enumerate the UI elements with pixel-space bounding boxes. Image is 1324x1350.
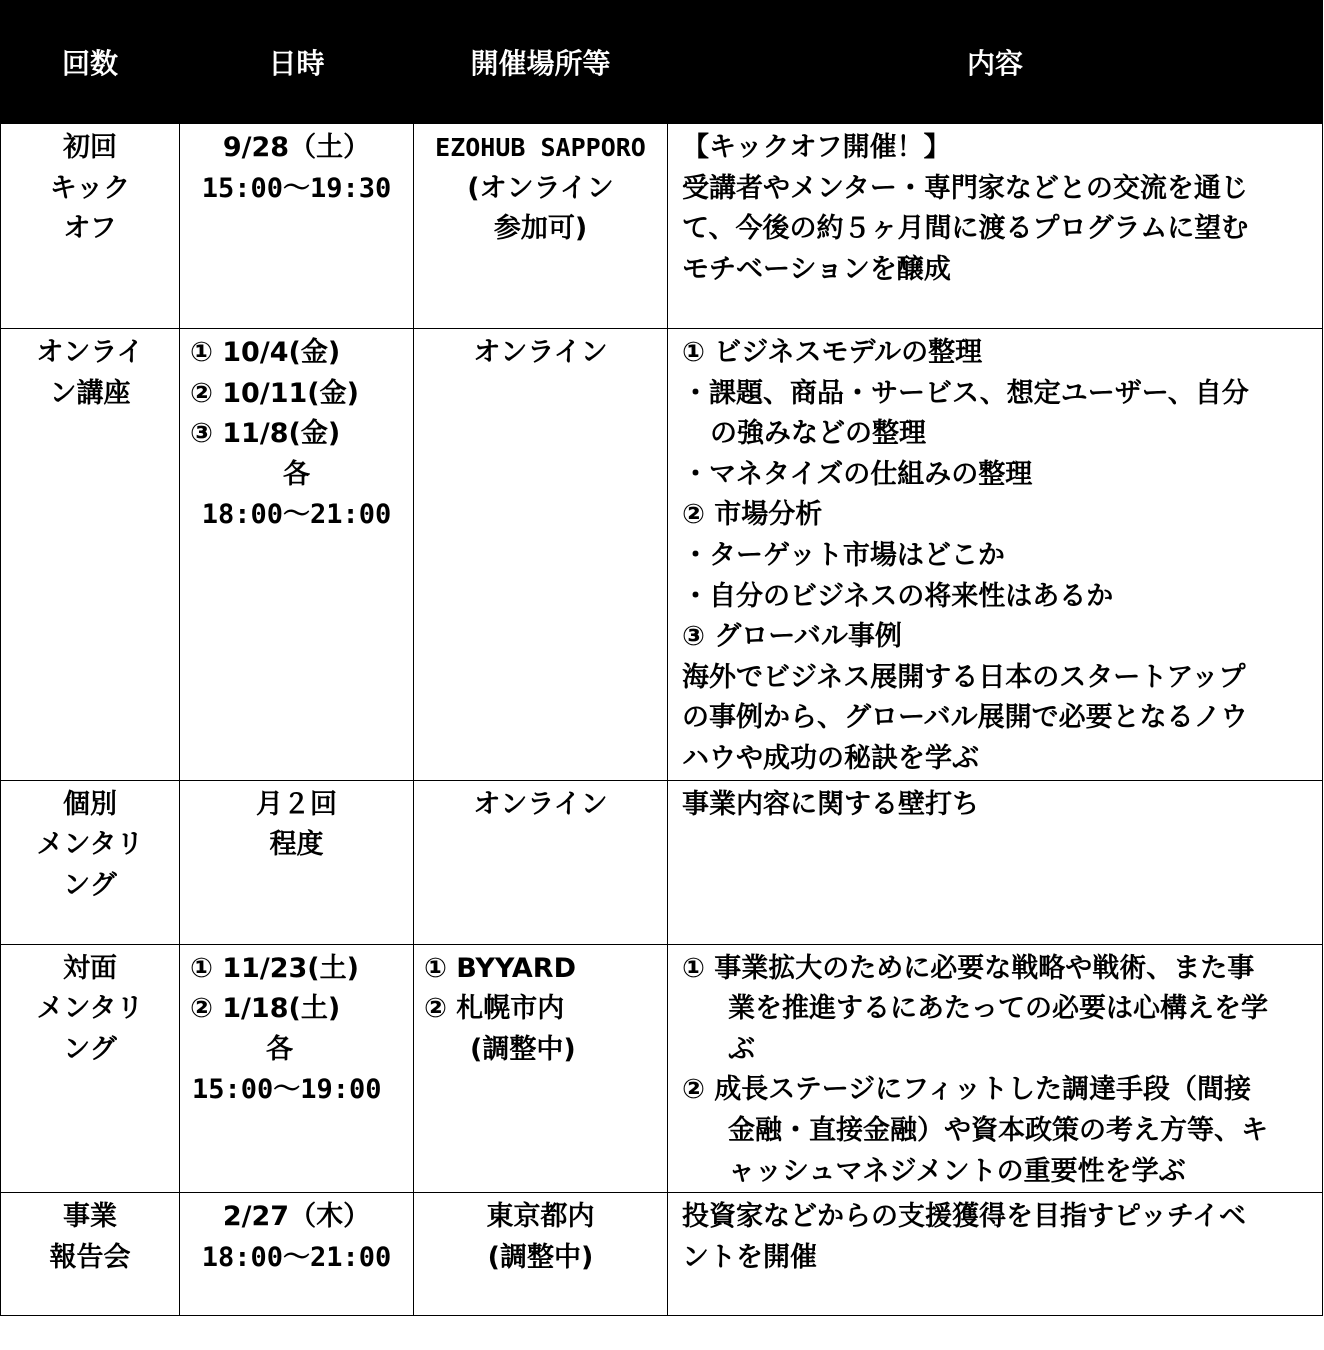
datetime-line: 9/28（土）: [222, 132, 371, 163]
cell-venue: [414, 944, 668, 1193]
cell-venue: [414, 124, 668, 329]
table-row-online-course: [1, 329, 1323, 781]
content-line: ・課題、商品・サービス、想定ユーザー、自分: [682, 377, 1249, 409]
datetime-line: 15:00～19:30: [201, 172, 392, 204]
datetime-line: ② 10/11(金): [190, 377, 359, 409]
round-line: 対面: [63, 952, 117, 984]
datetime-line: 2/27（木）: [222, 1201, 371, 1233]
header-venue: 開催場所等: [414, 1, 668, 124]
cell-round: [1, 780, 180, 944]
table-row-report-meeting: [1, 1193, 1323, 1316]
cell-round: [1, 944, 180, 1193]
content-line: 【キックオフ開催！】: [682, 132, 951, 163]
venue-line: オンライン: [473, 788, 608, 820]
content-line: ャッシュマネジメントの重要性を学ぶ: [728, 1155, 1186, 1187]
content-line: て、今後の約５ヶ月間に渡るプログラムに望む: [682, 213, 1249, 245]
header-datetime: 日時: [180, 1, 414, 124]
datetime-line: 程度: [269, 829, 324, 861]
cell-datetime: [180, 780, 414, 944]
venue-line: (調整中): [470, 1033, 576, 1065]
round-line: 個別: [63, 788, 117, 820]
content-line: ② 成長ステージにフィットした調達手段（間接: [682, 1074, 1252, 1106]
cell-content: [668, 329, 1323, 781]
datetime-line: 月２回: [256, 788, 337, 820]
venue-line: ② 札幌市内: [424, 993, 565, 1025]
round-line: 事業: [63, 1201, 117, 1233]
round-line: ング: [63, 1033, 117, 1065]
table-row-individual-mentoring: [1, 780, 1323, 944]
datetime-line: 18:00～21:00: [201, 499, 392, 531]
cell-venue: [414, 1193, 668, 1316]
content-line: ① ビジネスモデルの整理: [682, 337, 983, 368]
content-line: ぶ: [728, 1033, 755, 1065]
datetime-line: ② 1/18(土): [190, 993, 341, 1025]
content-line: ・ターゲット市場はどこか: [682, 539, 1005, 571]
content-line: ① 事業拡大のために必要な戦略や戦術、また事: [682, 952, 1255, 984]
content-line: ② 市場分析: [682, 499, 823, 531]
content-line: の事例から、グローバル展開で必要となるノウ: [682, 702, 1248, 734]
cell-content: [668, 124, 1323, 329]
datetime-line: ③ 11/8(金): [190, 418, 341, 450]
cell-datetime: [180, 1193, 414, 1316]
datetime-line: ① 10/4(金): [190, 337, 341, 368]
content-line: 業を推進するにあたっての必要は心構えを学: [728, 993, 1268, 1025]
content-line: 事業内容に関する壁打ち: [682, 788, 979, 820]
datetime-line: ① 11/23(土): [190, 952, 359, 984]
content-line: の強みなどの整理: [710, 418, 926, 450]
cell-datetime: [180, 329, 414, 781]
venue-line: (調整中): [487, 1241, 594, 1273]
datetime-line: 各: [283, 458, 310, 490]
content-line: 投資家などからの支援獲得を目指すピッチイベ: [682, 1201, 1247, 1233]
cell-datetime: [180, 124, 414, 329]
content-line: ハウや成功の秘訣を学ぶ: [682, 742, 979, 774]
datetime-line: 18:00～21:00: [201, 1241, 392, 1273]
venue-line: オンライン: [473, 337, 608, 368]
content-line: 金融・直接金融）や資本政策の考え方等、キ: [728, 1114, 1268, 1146]
round-line: オフ: [63, 213, 117, 245]
venue-line: EZOHUB SAPPORO: [435, 133, 646, 162]
venue-line: (オンライン: [467, 172, 614, 204]
cell-content: [668, 780, 1323, 944]
round-line: ン講座: [49, 377, 131, 409]
header-content: 内容: [668, 1, 1323, 124]
cell-content: [668, 1193, 1323, 1316]
content-line: 受講者やメンター・専門家などとの交流を通じ: [682, 172, 1248, 204]
round-line: メンタリ: [36, 829, 144, 861]
cell-round: [1, 329, 180, 781]
content-line: ントを開催: [682, 1241, 817, 1273]
cell-datetime: [180, 944, 414, 1193]
content-line: ・マネタイズの仕組みの整理: [682, 458, 1033, 490]
cell-round: [1, 1193, 180, 1316]
cell-venue: [414, 780, 668, 944]
round-line: オンライ: [36, 337, 144, 368]
round-line: ング: [63, 869, 117, 901]
venue-line: ① BYYARD: [424, 952, 576, 984]
content-line: 海外でビジネス展開する日本のスタートアップ: [682, 661, 1246, 693]
header-row: [1, 1, 1323, 124]
cell-venue: [414, 329, 668, 781]
cell-content: [668, 944, 1323, 1193]
table-row-kickoff: [1, 124, 1323, 329]
venue-line: 参加可): [493, 213, 588, 245]
header-round: 回数: [1, 1, 180, 124]
round-line: 報告会: [49, 1241, 131, 1273]
round-line: メンタリ: [36, 993, 144, 1025]
datetime-line: 各: [266, 1033, 293, 1065]
content-line: モチベーションを醸成: [682, 253, 951, 285]
table-row-inperson-mentoring: [1, 944, 1323, 1193]
content-line: ③ グローバル事例: [682, 621, 902, 653]
round-line: キック: [49, 172, 131, 204]
content-line: ・自分のビジネスの将来性はあるか: [682, 580, 1114, 612]
datetime-line: 15:00～19:00: [192, 1074, 382, 1106]
venue-line: 東京都内: [486, 1201, 595, 1233]
cell-round: [1, 124, 180, 329]
round-line: 初回: [63, 132, 117, 163]
